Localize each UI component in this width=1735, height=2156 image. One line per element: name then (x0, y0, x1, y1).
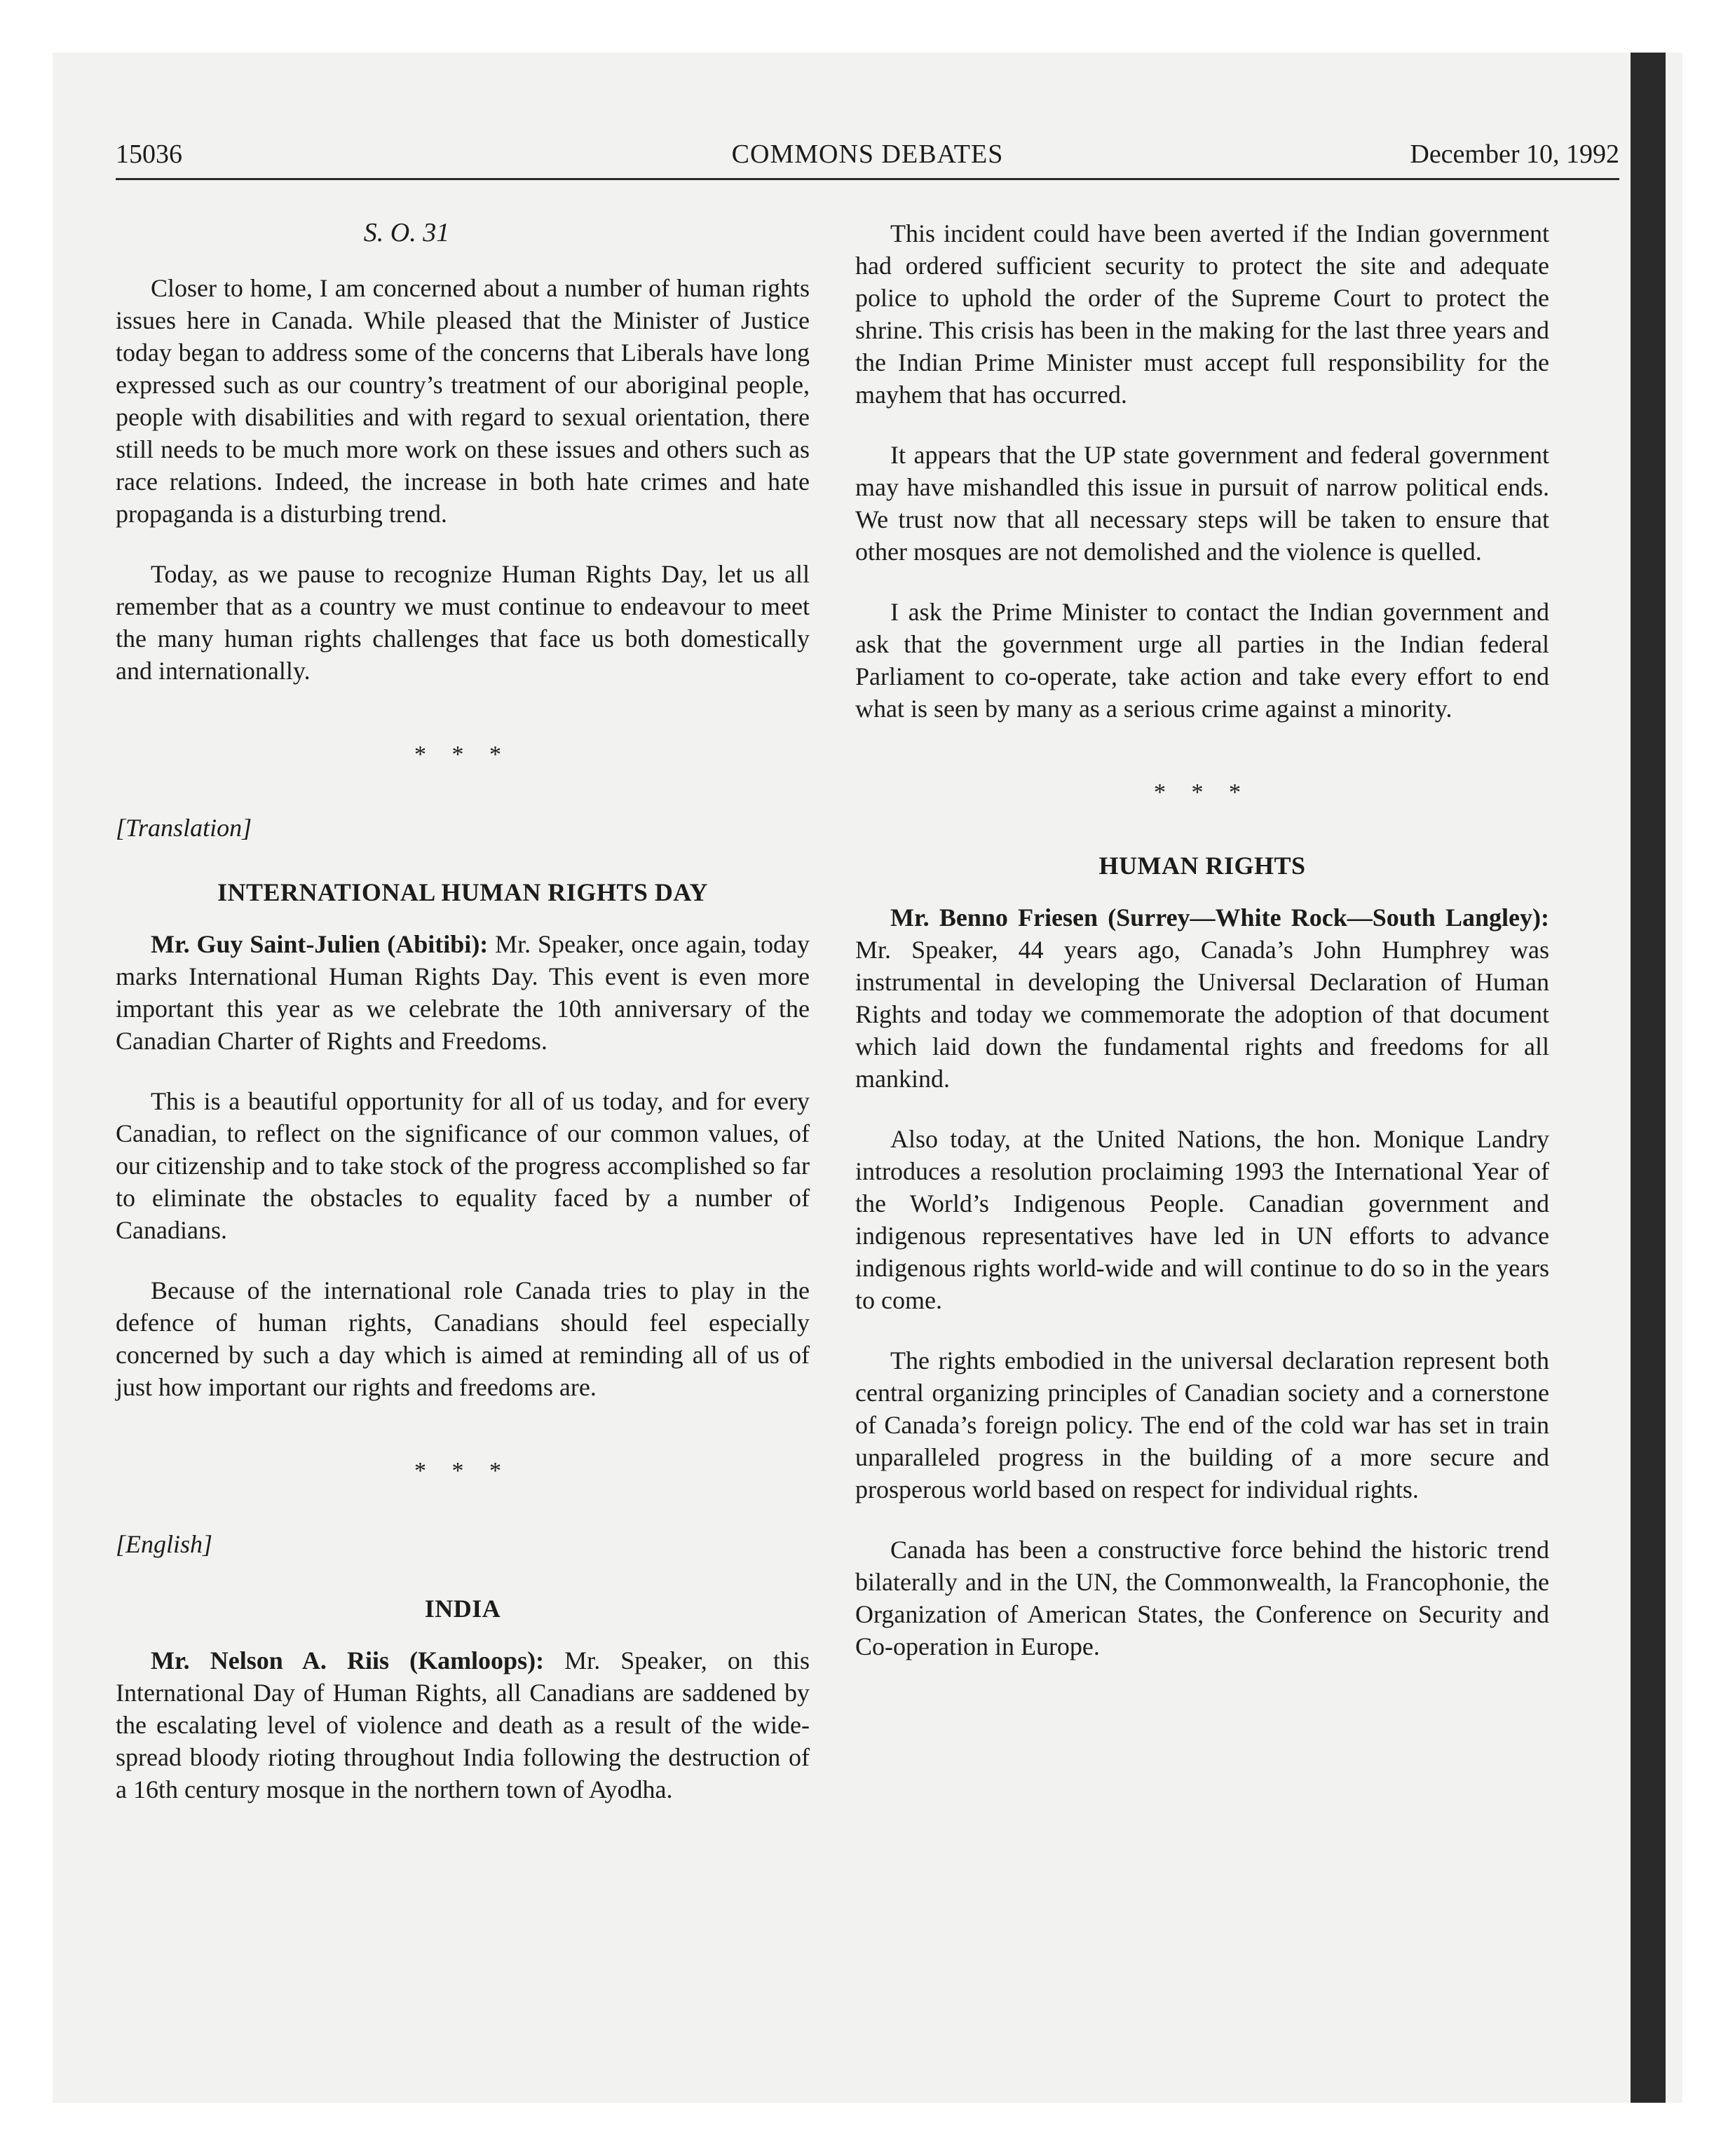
standing-order-label: S. O. 31 (363, 218, 450, 247)
speech-paragraph (116, 1644, 810, 1806)
right-column (855, 217, 1549, 1663)
translation-label: [Translation] (116, 814, 252, 842)
scan-edge-shadow (1631, 53, 1666, 2103)
publication-title: COMMONS DEBATES (731, 139, 1004, 169)
speech-paragraph (116, 928, 810, 1057)
paragraph: Today, as we pause to recognize Human Rights Day, let us all remember that as a country we must continue to endeavour to meet the many human rights challenges that face us both domestically and internationally. (116, 560, 810, 685)
paragraph: Because of the international role Canada tries to play in the defence of human rights, Canadians should feel especially concerned by such a day which is aimed at reminding all of us of just how important our rights and freedoms are. (116, 1276, 810, 1401)
page-number: 15036 (116, 139, 182, 169)
paragraph: It appears that the UP state government and federal government may have mishandled this issue in pursuit of narrow political ends. We trust now that all necessary steps will be taken to ensure that other mosques are not demolished and the violence is quelled. (855, 441, 1549, 566)
page-date: December 10, 1992 (1410, 139, 1619, 169)
paragraph: The rights embodied in the universal declaration represent both central organizing principles of Canadian society and a cornerstone of Canada’s foreign policy. The end of the cold war has set in train unparalleled progress in the building of a more secure and prosperous world based on respect for individual rights. (855, 1346, 1549, 1503)
english-label: [English] (116, 1530, 213, 1558)
speech-text: Mr. Speaker, once again, today marks International Human Rights Day. This event is even more important this year as we celebrate the 10th anniversary of the Canadian Charter of Rights and Freedoms. (116, 930, 810, 1055)
section-heading: INTERNATIONAL HUMAN RIGHTS DAY (217, 878, 709, 906)
section-separator: * * * (1154, 779, 1251, 805)
section-heading: HUMAN RIGHTS (1098, 852, 1306, 880)
speech-text: Mr. Speaker, on this International Day of Human Rights, all Canadians are saddened by the escalating level of violence and death as a result of the wide-spread bloody rioting throughout India following the destruction of a 16th century mosque in the northern town of Ayodha. (116, 1646, 810, 1803)
speech-paragraph (855, 901, 1549, 1095)
left-column (116, 217, 810, 1806)
paragraph: I ask the Prime Minister to contact the Indian government and ask that the government urge all parties in the Indian federal Parliament to co-operate, take action and take every effort to end what is seen by many as a serious crime against a minority. (855, 598, 1549, 723)
page-header (116, 133, 1619, 175)
document-page (116, 133, 1619, 2012)
paragraph: Canada has been a constructive force behind the historic trend bilaterally and in the UN, the Commonwealth, la Francophonie, the Organization of American States, the Conference on Security and Co-operation in Europe. (855, 1536, 1549, 1660)
paragraph: This is a beautiful opportunity for all of us today, and for every Canadian, to reflect on the significance of our common values, of our citizenship and to take stock of the progress accomplished so far to eliminate the obstacles to equality faced by a number of Canadians. (116, 1087, 810, 1244)
speaker-name: Mr. Benno Friesen (Surrey—White Rock—South Langley): (890, 903, 1549, 932)
section-separator: * * * (414, 742, 511, 767)
section-heading: INDIA (424, 1595, 501, 1623)
speaker-name: Mr. Nelson A. Riis (Kamloops): (151, 1646, 545, 1674)
paragraph: Closer to home, I am concerned about a number of human rights issues here in Canada. While pleased that the Minister of Justice today began to address some of the concerns that Liberals have long expressed such as our country’s treatment of our aboriginal people, people with disabilities and with regard to sexual orientation, there still needs to be much more work on these issues and others such as race relations. Indeed, the increase in both hate crimes and hate propaganda is a disturbing trend. (116, 274, 810, 528)
section-separator: * * * (414, 1458, 511, 1484)
paragraph: This incident could have been averted if the Indian government had ordered sufficient security to protect the site and adequate police to uphold the order of the Supreme Court to protect the shrine. This crisis has been in the making for the last three years and the Indian Prime Minister must accept full responsibility for the mayhem that has occurred. (855, 219, 1549, 409)
speaker-name: Mr. Guy Saint-Julien (Abitibi): (151, 930, 489, 958)
speech-text: Mr. Speaker, 44 years ago, Canada’s John Humphrey was instrumental in developing the Universal Declaration of Human Rights and today we commemorate the adoption of that document which laid down the fundamental rights and freedoms for all mankind. (855, 936, 1549, 1093)
paragraph: Also today, at the United Nations, the hon. Monique Landry introduces a resolution proclaiming 1993 the International Year of the World’s Indigenous People. Canadian government and indigenous representatives have led in UN efforts to advance indigenous rights world-wide and will continue to do so in the years to come. (855, 1125, 1549, 1314)
header-rule (116, 178, 1619, 180)
